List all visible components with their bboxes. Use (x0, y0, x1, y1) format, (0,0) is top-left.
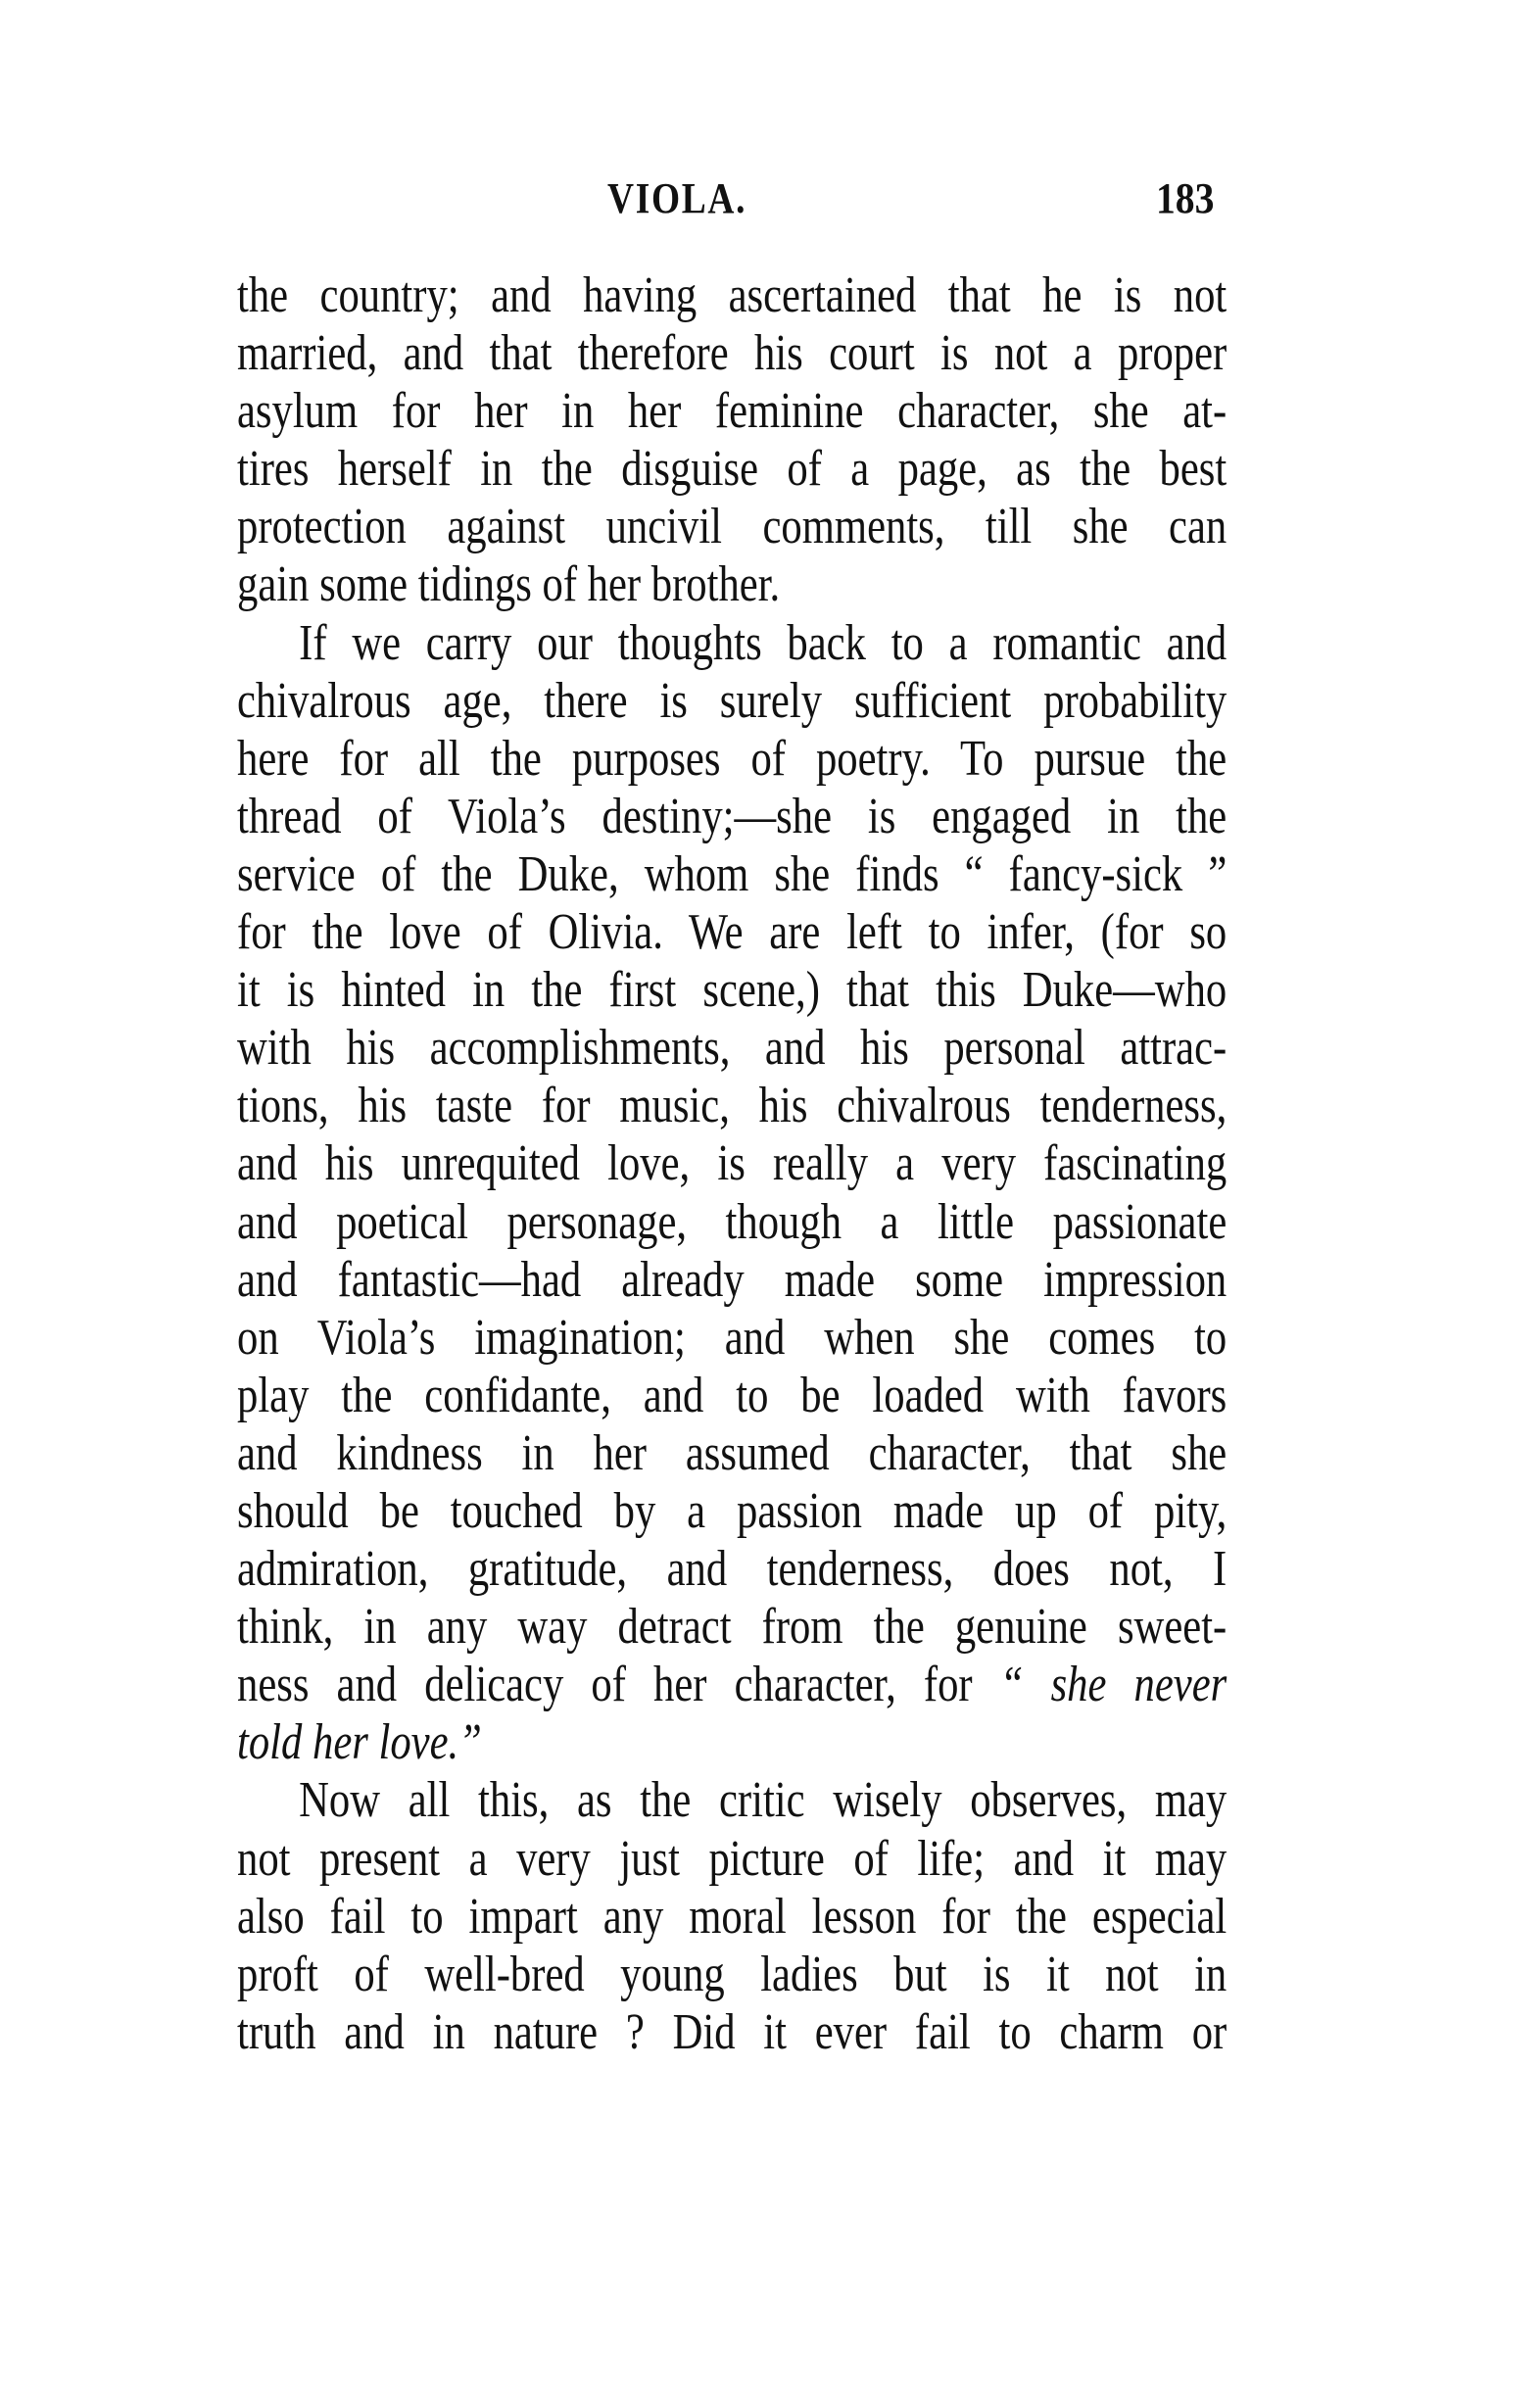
text-line: chivalrous age, there is surely sufficient probability (237, 672, 1227, 729)
text-line: and poetical personage, though a little passionate (237, 1193, 1227, 1250)
text-line: protection against uncivil comments, till she can (237, 499, 1227, 555)
text-line: truth and in nature ? Did it ever fail to charm or (237, 2003, 1227, 2060)
text-line: service of the Duke, whom she finds “ fancy-sick ” (237, 845, 1227, 902)
text-line: proft of well-bred young ladies but is it not in (237, 1946, 1227, 2002)
text-line: it is hinted in the first scene,) that this Duke—who (237, 962, 1227, 1019)
text-line: here for all the purposes of poetry. To pursue the (237, 730, 1227, 787)
text-line: Now all this, as the critic wisely observes, may (299, 1772, 1227, 1829)
text-line: admiration, gratitude, and tenderness, does not, I (237, 1541, 1227, 1598)
text-line: tires herself in the disguise of a page, as the best (237, 441, 1227, 498)
text-line: and fantastic—had already made some impression (237, 1251, 1227, 1308)
quotation-italic: told her love.” (237, 1714, 482, 1771)
text-line: If we carry our thoughts back to a romantic and (299, 614, 1227, 671)
text-line: also fail to impart any moral lesson for the especial (237, 1888, 1227, 1945)
text-line: and kindness in her assumed character, that she (237, 1424, 1227, 1481)
text-line: the country; and having ascertained that he is not (237, 267, 1227, 323)
text-line: thread of Viola’s destiny;—she is engaged in the (237, 788, 1227, 844)
text-line: gain some tidings of her brother. (237, 556, 781, 613)
text-line: married, and that therefore his court is not a proper (237, 325, 1227, 382)
text-line: play the confidante, and to be loaded with favors (237, 1367, 1227, 1423)
text-line: think, in any way detract from the genuine sweet- (237, 1599, 1227, 1656)
text-line: not present a very just picture of life; and it may (237, 1830, 1227, 1887)
page-body (237, 266, 1227, 2061)
text-line (237, 1656, 1227, 1713)
text-roman: ness and delicacy of her character, for (237, 1657, 1000, 1713)
text-line: should be touched by a passion made up of pity, (237, 1482, 1227, 1539)
text-line: tions, his taste for music, his chivalrous tenderness, (237, 1078, 1227, 1134)
text-line: on Viola’s imagination; and when she comes to (237, 1309, 1227, 1366)
page-number: 183 (1156, 174, 1215, 222)
text-line: asylum for her in her feminine character, she at- (237, 383, 1227, 440)
quotation-italic: “ she never (999, 1657, 1227, 1713)
text-line (237, 1713, 1227, 1771)
text-line: for the love of Olivia. We are left to infer, (for so (237, 904, 1227, 961)
running-head-title: VIOLA. (607, 174, 747, 222)
text-line: with his accomplishments, and his personal attrac- (237, 1020, 1227, 1077)
text-line: and his unrequited love, is really a very fascinating (237, 1135, 1227, 1192)
